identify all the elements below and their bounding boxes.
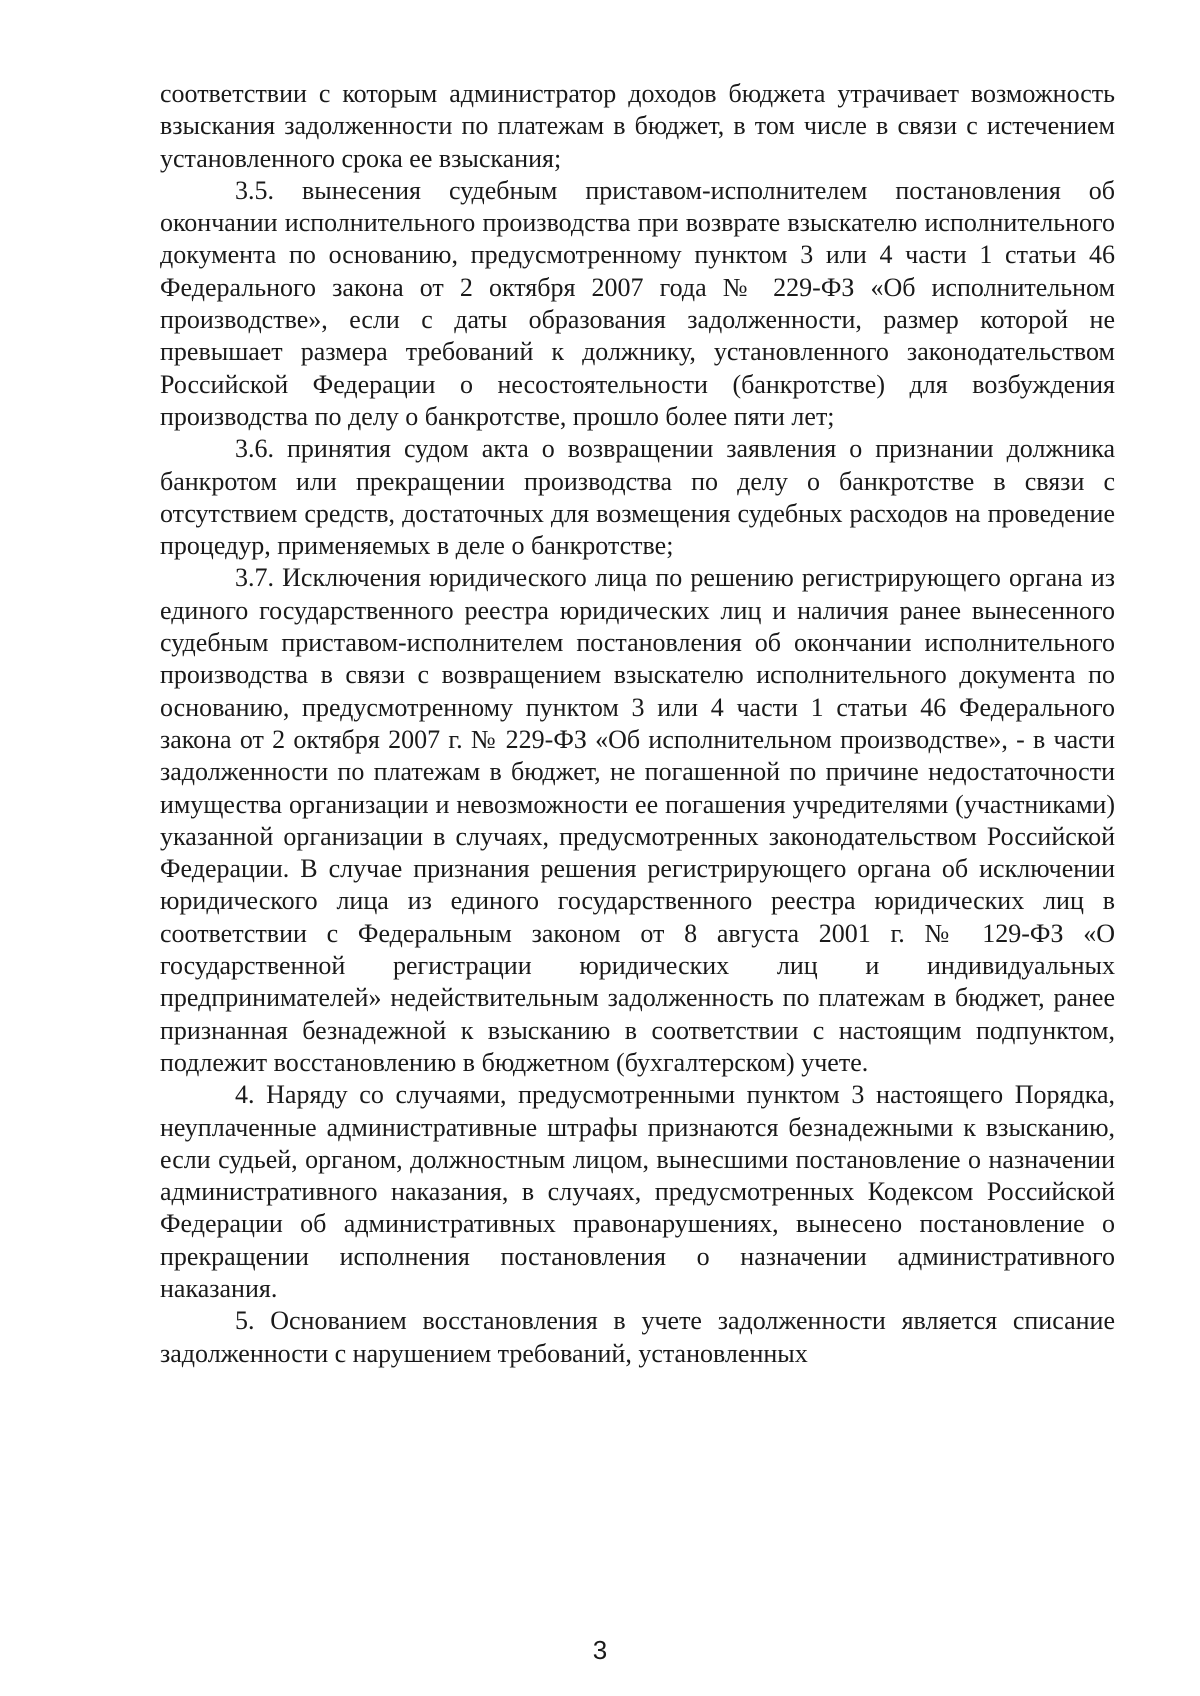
paragraph-5: 5. Основанием восстановления в учете задолженности является списание задолженности с нарушением требований, установленных <box>160 1306 1115 1368</box>
paragraph-4: 4. Наряду со случаями, предусмотренными пунктом 3 настоящего Порядка, неуплаченные административные штрафы признаются безнадежными к взысканию, если судьей, органом, должностным лицом, вынесшими постановление о назначении административного наказания, в случаях, предусмотренных Кодексом Российской Федерации об административных правонарушениях, вынесено постановление о прекращении исполнения постановления о назначении административного наказания. <box>160 1080 1115 1303</box>
document-body <box>160 78 1115 1370</box>
paragraph-continuation: соответствии с которым администратор доходов бюджета утрачивает возможность взыскания задолженности по платежам в бюджет, в том числе в связи с истечением установленного срока ее взыскания; <box>160 79 1115 173</box>
paragraph-3-6: 3.6. принятия судом акта о возвращении заявления о признании должника банкротом или прекращении производства по делу о банкротстве в связи с отсутствием средств, достаточных для возмещения судебных расходов на проведение процедур, применяемых в деле о банкротстве; <box>160 434 1115 561</box>
page-number: 3 <box>592 1635 608 1665</box>
paragraph-3-7: 3.7. Исключения юридического лица по решению регистрирующего органа из единого государственного реестра юридических лиц и наличия ранее вынесенного судебным приставом-исполнителем постановления об окончании исполнительного производства в связи с возвращением взыскателю исполнительного документа по основанию, предусмотренному пунктом 3 или 4 части 1 статьи 46 Федерального закона от 2 октября 2007 г. № 229-ФЗ «Об исполнительном производстве», - в части задолженности по платежам в бюджет, не погашенной по причине недостаточности имущества организации и невозможности ее погашения учредителями (участниками) указанной организации в случаях, предусмотренных законодательством Российской Федерации. В случае признания решения регистрирующего органа об исключении юридического лица из единого государственного реестра юридических лиц в соответствии с Федеральным законом от 8 августа 2001 г. № 129-ФЗ «О государственной регистрации юридических лиц и индивидуальных предпринимателей» недействительным задолженность по платежам в бюджет, ранее признанная безнадежной к взысканию в соответствии с настоящим подпунктом, подлежит восстановлению в бюджетном (бухгалтерском) учете. <box>160 563 1115 1077</box>
paragraph-3-5: 3.5. вынесения судебным приставом-исполнителем постановления об окончании исполнительного производства при возврате взыскателю исполнительного документа по основанию, предусмотренному пунктом 3 или 4 части 1 статьи 46 Федерального закона от 2 октября 2007 года № 229-ФЗ «Об исполнительном производстве», если с даты образования задолженности, размер которой не превышает размера требований к должнику, установленного законодательством Российской Федерации о несостоятельности (банкротстве) для возбуждения производства по делу о банкротстве, прошло более пяти лет; <box>160 175 1115 431</box>
